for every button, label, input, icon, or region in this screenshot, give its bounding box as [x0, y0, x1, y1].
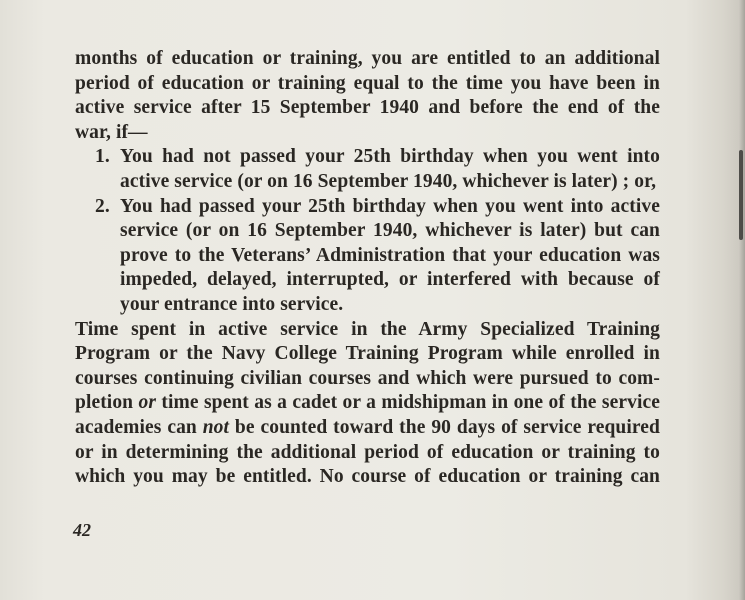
text-line: You had not passed your 25th birthday when you went into [120, 146, 660, 168]
text-line: active service (or on 16 September 1940, whichever is later) ; or, [120, 170, 657, 192]
text-segment: time spent as a cadet or a midshipman in one of the service [156, 392, 660, 414]
page-number: 42 [73, 520, 91, 540]
body-text [75, 47, 660, 490]
page-edge-shadow [739, 0, 745, 600]
text-line: impeded, delayed, interrupted, or interfered with because of [120, 269, 660, 291]
text-line: Time spent in active service in the Army Specialized Training [75, 318, 660, 340]
text-line [75, 416, 660, 441]
text-line: active service after 15 September 1940 and before the end of the [75, 97, 660, 119]
list-item-number: 1. [95, 146, 110, 168]
text-line: service (or on 16 September 1940, whichever is later) but can [120, 220, 660, 242]
text-line: your entrance into service. [120, 293, 344, 315]
emphasis-text: or [138, 392, 157, 414]
list-item [75, 145, 660, 194]
page-edge-mark [739, 150, 743, 240]
text-line: war, if— [75, 121, 148, 143]
text-line: prove to the Veterans’ Administration that your education was [120, 244, 660, 266]
text-line: period of education or training equal to the time you have been in [75, 72, 660, 94]
text-line: courses continuing civilian courses and which were pursued to com- [75, 367, 660, 389]
list-item-number: 2. [95, 195, 110, 217]
text-segment: pletion [75, 392, 139, 414]
text-line [75, 391, 660, 416]
list-item [75, 195, 660, 318]
text-line: which you may be entitled. No course of education or training can [75, 466, 660, 488]
emphasis-text: not [202, 416, 230, 438]
text-line: Program or the Navy College Training Program while enrolled in [75, 343, 660, 365]
text-line: months of education or training, you are entitled to an additional [75, 48, 660, 69]
text-segment: academies can [75, 416, 203, 438]
text-segment: be counted toward the 90 days of service required [229, 416, 660, 438]
text-line: or in determining the additional period of education or training to [75, 441, 660, 463]
text-line: You had passed your 25th birthday when you went into active [120, 195, 660, 217]
